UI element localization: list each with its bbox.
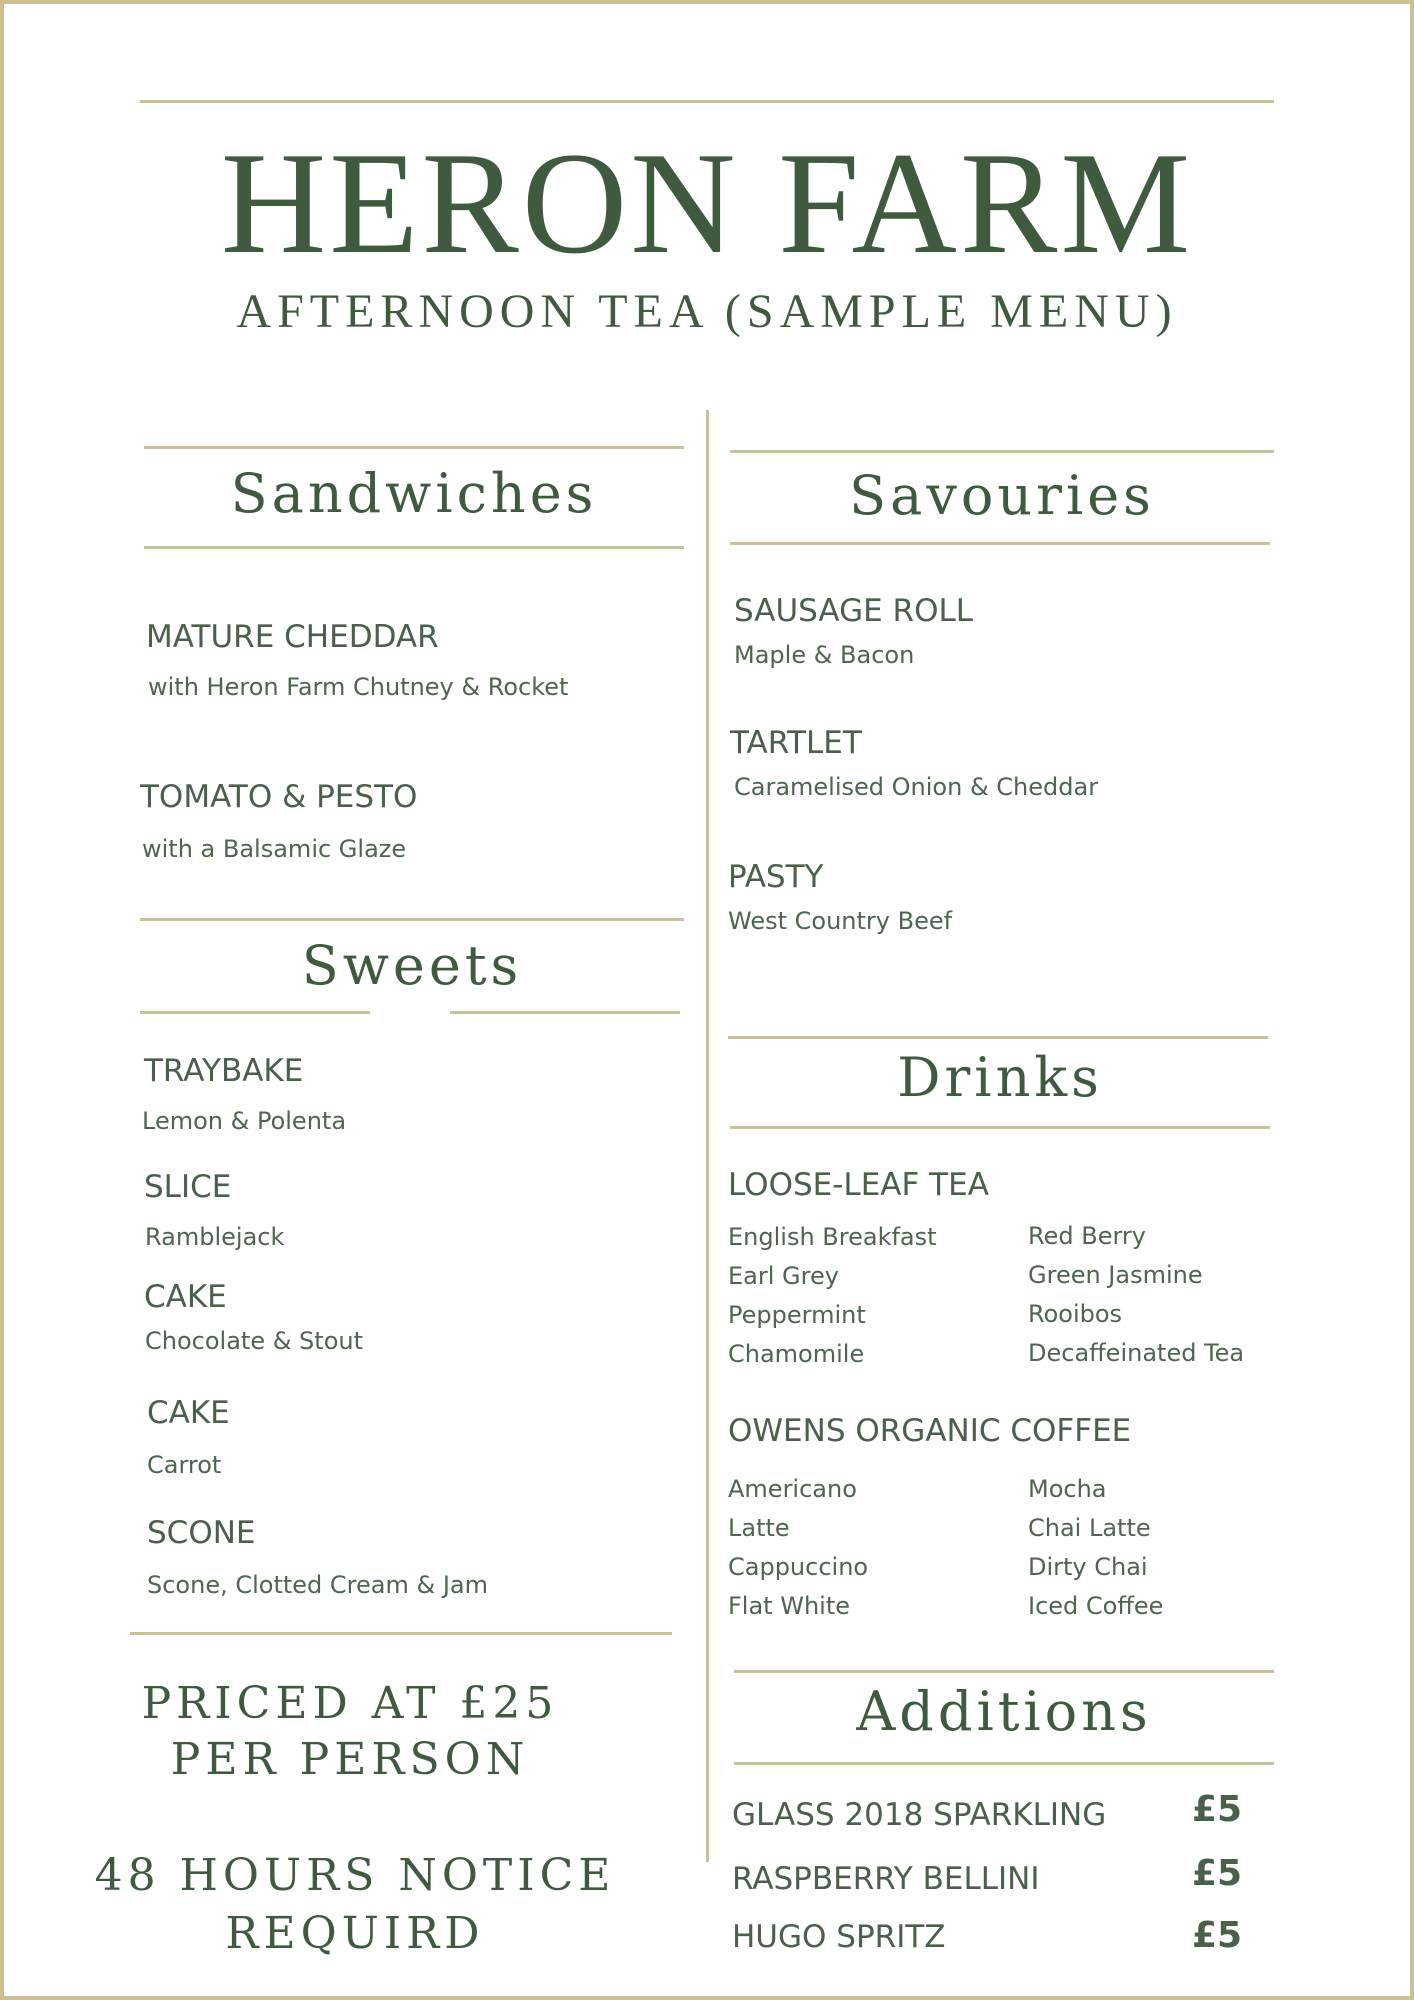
item-name: CAKE — [147, 1395, 230, 1431]
item-name: MATURE CHEDDAR — [146, 619, 439, 655]
addition-price: £5 — [1192, 1853, 1243, 1894]
header-top-rule — [140, 100, 1274, 103]
list-item: Earl Grey — [728, 1262, 839, 1290]
restaurant-title: HERON FARM — [220, 122, 1194, 284]
sweets-bottom-rule-right — [450, 1011, 680, 1014]
item-description: Maple & Bacon — [734, 641, 915, 669]
addition-name: RASPBERRY BELLINI — [732, 1861, 1040, 1897]
sandwiches-top-rule — [144, 446, 684, 449]
item-description: Lemon & Polenta — [142, 1107, 347, 1135]
list-item: Green Jasmine — [1028, 1261, 1203, 1289]
list-item: Cappuccino — [728, 1553, 869, 1581]
sandwiches-title: Sandwiches — [230, 462, 598, 525]
item-name: PASTY — [728, 859, 824, 895]
list-item: Rooibos — [1028, 1300, 1123, 1328]
item-name: TOMATO & PESTO — [140, 779, 418, 815]
list-item: Dirty Chai — [1028, 1553, 1148, 1581]
coffee-heading: OWENS ORGANIC COFFEE — [728, 1413, 1132, 1449]
item-description: Carrot — [147, 1451, 222, 1479]
item-name: TARTLET — [730, 725, 862, 761]
price-line: PRICED AT £25 — [141, 1678, 559, 1729]
item-description: Caramelised Onion & Cheddar — [734, 773, 1099, 801]
addition-price: £5 — [1192, 1789, 1243, 1830]
sweets-top-rule — [140, 918, 684, 921]
sweets-title: Sweets — [301, 934, 523, 997]
list-item: Iced Coffee — [1028, 1592, 1164, 1620]
addition-name: HUGO SPRITZ — [732, 1919, 946, 1955]
coffee-list-left — [728, 1470, 868, 1626]
notice-line: 48 HOURS NOTICE — [94, 1850, 616, 1901]
item-name: CAKE — [144, 1279, 227, 1315]
item-name: SLICE — [144, 1169, 232, 1205]
list-item: Chamomile — [728, 1340, 865, 1368]
list-item: Decaffeinated Tea — [1028, 1339, 1245, 1367]
item-description: with a Balsamic Glaze — [142, 835, 407, 863]
price-per-person: PER PERSON — [170, 1734, 530, 1785]
item-name: SAUSAGE ROLL — [734, 593, 974, 629]
coffee-list-right — [1028, 1470, 1163, 1626]
sweets-end-rule — [130, 1632, 672, 1635]
savouries-title: Savouries — [849, 464, 1155, 527]
list-item: Mocha — [1028, 1475, 1107, 1503]
item-description: Chocolate & Stout — [145, 1327, 364, 1355]
item-description: with Heron Farm Chutney & Rocket — [148, 673, 569, 701]
tea-list-right — [1028, 1217, 1244, 1373]
drinks-bottom-rule — [730, 1126, 1270, 1129]
drinks-title: Drinks — [897, 1046, 1103, 1109]
notice-required: REQUIRD — [225, 1908, 485, 1959]
item-name: SCONE — [147, 1515, 256, 1551]
item-description: Ramblejack — [145, 1223, 285, 1251]
menu-subtitle: AFTERNOON TEA (SAMPLE MENU) — [236, 285, 1178, 338]
addition-price: £5 — [1192, 1915, 1243, 1956]
drinks-top-rule — [728, 1036, 1268, 1039]
tea-heading: LOOSE-LEAF TEA — [728, 1167, 989, 1203]
list-item: Latte — [728, 1514, 790, 1542]
additions-top-rule — [734, 1670, 1274, 1673]
sweets-bottom-rule-left — [140, 1011, 370, 1014]
additions-title: Additions — [856, 1680, 1152, 1743]
list-item: Peppermint — [728, 1301, 866, 1329]
savouries-top-rule — [730, 450, 1274, 453]
item-name: TRAYBAKE — [144, 1053, 304, 1089]
list-item: Americano — [728, 1475, 857, 1503]
addition-name: GLASS 2018 SPARKLING — [732, 1797, 1107, 1833]
item-description: Scone, Clotted Cream & Jam — [147, 1571, 488, 1599]
additions-bottom-rule — [734, 1762, 1274, 1765]
list-item: Red Berry — [1028, 1222, 1146, 1250]
item-description: West Country Beef — [728, 907, 953, 935]
list-item: Flat White — [728, 1592, 851, 1620]
tea-list-left — [728, 1218, 937, 1374]
list-item: English Breakfast — [728, 1223, 937, 1251]
sandwiches-bottom-rule — [144, 546, 684, 549]
savouries-bottom-rule — [730, 542, 1270, 545]
list-item: Chai Latte — [1028, 1514, 1151, 1542]
column-divider — [706, 410, 709, 1862]
